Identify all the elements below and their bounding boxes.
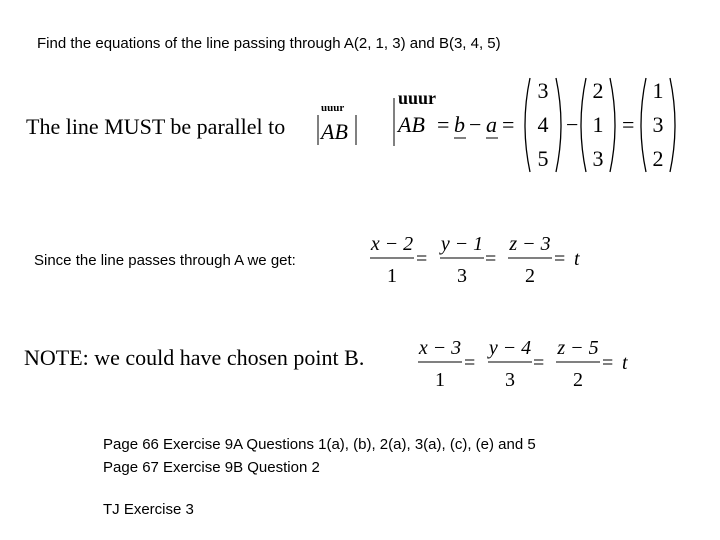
fraction-denominator: 3 bbox=[505, 369, 515, 391]
equals-sign: = bbox=[485, 248, 497, 270]
equals-sign: = bbox=[464, 352, 476, 374]
note-statement: NOTE: we could have chosen point B. bbox=[24, 345, 365, 370]
vector-lhs: AB bbox=[398, 112, 425, 137]
matrix-entry: 3 bbox=[652, 112, 664, 137]
equals-sign: = bbox=[554, 248, 566, 270]
parameter-t: t bbox=[622, 352, 628, 374]
vector-ab-label bbox=[312, 95, 362, 155]
reference-line: Page 67 Exercise 9B Question 2 bbox=[103, 459, 320, 476]
equals-sign: = bbox=[533, 352, 545, 374]
vector-a: a bbox=[486, 112, 497, 137]
matrix-entry: 1 bbox=[652, 78, 664, 103]
matrix-entry: 2 bbox=[652, 146, 664, 171]
fraction-denominator: 3 bbox=[457, 265, 467, 287]
fraction-denominator: 2 bbox=[525, 265, 535, 287]
matrix-entry: 3 bbox=[592, 146, 604, 171]
fraction-numerator: y − 4 bbox=[488, 337, 532, 359]
minus-sign: − bbox=[469, 112, 482, 137]
fraction-numerator: x − 2 bbox=[370, 233, 414, 255]
matrix-entry: 3 bbox=[537, 78, 549, 103]
equals-sign: = bbox=[502, 112, 515, 137]
fraction-denominator: 1 bbox=[435, 369, 445, 391]
matrix-entry: 2 bbox=[592, 78, 604, 103]
vector-b: b bbox=[454, 112, 465, 137]
reference-line: Page 66 Exercise 9A Questions 1(a), (b), 2(a), 3(a), (c), (e) and 5 bbox=[103, 436, 536, 453]
minus-sign: − bbox=[566, 112, 579, 137]
parallel-statement: The line MUST be parallel to bbox=[26, 114, 286, 139]
equals-sign: = bbox=[437, 112, 450, 137]
matrix-entry: 5 bbox=[537, 146, 549, 171]
fraction-denominator: 2 bbox=[573, 369, 583, 391]
vector-arrow-glyph: uuur bbox=[398, 88, 437, 108]
exercise-references bbox=[103, 433, 536, 521]
fraction-numerator: x − 3 bbox=[418, 337, 462, 359]
matrix-entry: 1 bbox=[592, 112, 604, 137]
reference-line: TJ Exercise 3 bbox=[103, 501, 194, 518]
fraction-denominator: 1 bbox=[387, 265, 397, 287]
vector-ab-equation bbox=[390, 74, 680, 180]
matrix-entry: 4 bbox=[537, 112, 549, 137]
problem-statement: Find the equations of the line passing through A(2, 1, 3) and B(3, 4, 5) bbox=[37, 35, 501, 52]
equals-sign: = bbox=[416, 248, 428, 270]
vector-ab-text: AB bbox=[321, 119, 348, 144]
fraction-numerator: z − 5 bbox=[557, 337, 599, 359]
since-statement: Since the line passes through A we get: bbox=[34, 252, 296, 269]
fraction-numerator: y − 1 bbox=[440, 233, 484, 255]
fraction-numerator: z − 3 bbox=[509, 233, 551, 255]
vector-arrow-glyph: uuur bbox=[321, 102, 345, 114]
line-equation-a bbox=[362, 228, 592, 290]
equals-sign: = bbox=[622, 112, 635, 137]
line-equation-b bbox=[410, 332, 640, 394]
parameter-t: t bbox=[574, 248, 580, 270]
equals-sign: = bbox=[602, 352, 614, 374]
spacer bbox=[103, 479, 536, 498]
